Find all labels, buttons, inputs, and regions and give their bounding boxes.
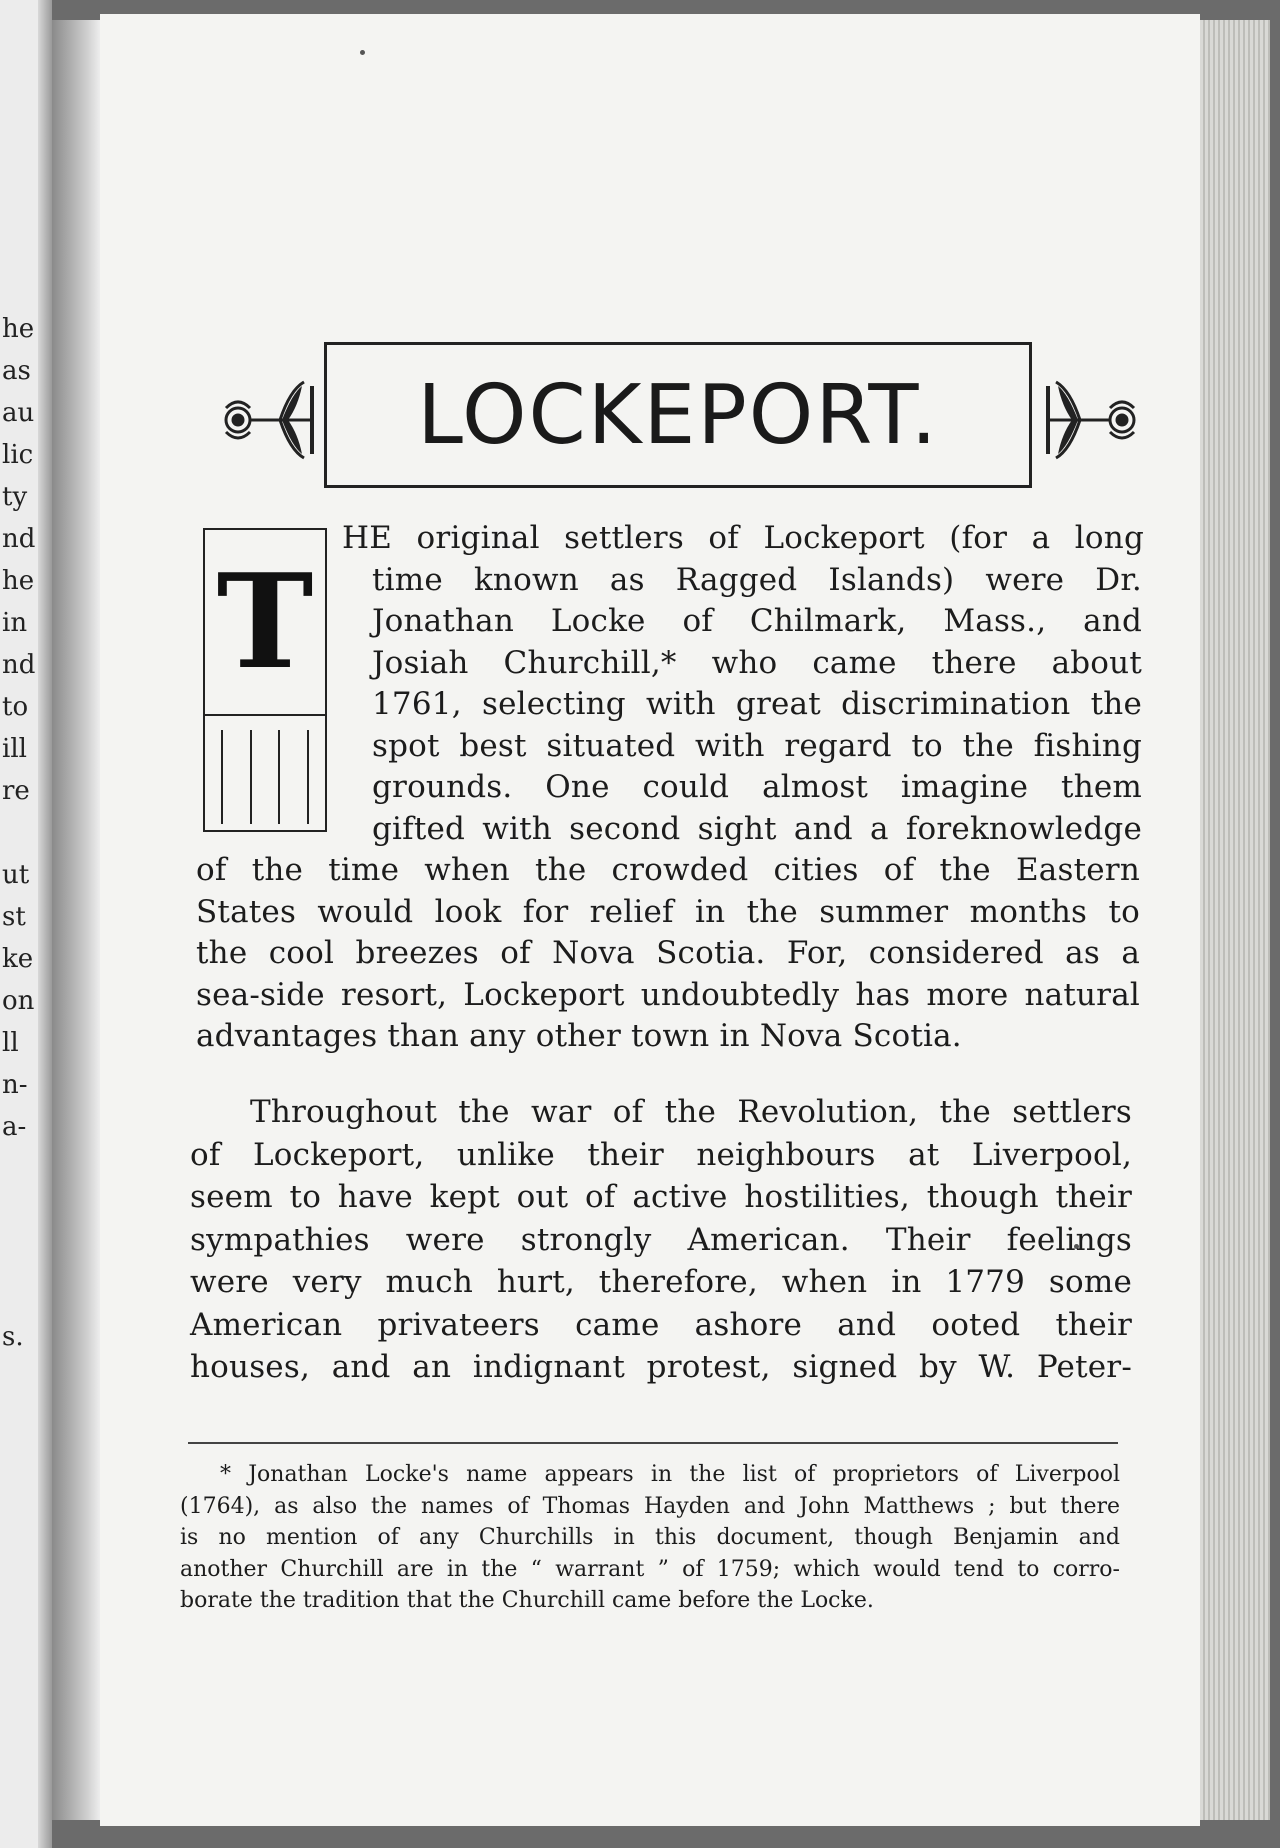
facing-page-fragment: he [2,566,35,596]
facing-page-fragment: to [2,692,29,722]
paragraph-1-line: advantages than any other town in Nova Scotia. [196,1018,962,1054]
facing-page-fragment: in [2,608,28,638]
drop-cap-letter: T [216,545,314,698]
facing-page [0,0,52,1848]
facing-page-fragment: s. [2,1322,24,1352]
paragraph-2-line: houses, and an indignant protest, signed by W. Peter- [190,1349,1132,1385]
paragraph-1-line: 1761, selecting with great discrimination the [372,686,1142,722]
facing-page-fragment: nd [2,650,36,680]
facing-page-fragment: ll [2,1028,19,1058]
facing-page-fragment: as [2,356,31,386]
facing-page-fragment: a- [2,1112,27,1142]
paragraph-1-line: of the time when the crowded cities of the Eastern [196,852,1140,888]
facing-page-fragment: ill [2,734,27,764]
footnote-line: (1764), as also the names of Thomas Hayden and John Matthews ; but there [180,1493,1120,1519]
paragraph-1-line: sea-side resort, Lockeport undoubtedly has more natural [196,976,1140,1013]
paragraph-2-line: seem to have kept out of active hostilities, though their [190,1179,1132,1215]
paragraph-1-line: Josiah Churchill,* who came there about [372,644,1142,681]
facing-page-fragment: st [2,902,26,932]
title-box [324,342,1032,488]
paragraph-1-line: the cool breezes of Nova Scotia. For, considered as a [196,935,1140,971]
facing-page-fragment: re [2,776,30,806]
paragraph-2-line: of Lockeport, unlike their neighbours at Liverpool, [190,1136,1132,1173]
facing-page-fragment: on [2,986,35,1016]
footnote-line: is no mention of any Churchills in this document, though Benjamin and [180,1525,1120,1550]
footnote-line: borate the tradition that the Churchill came before the Locke. [180,1588,874,1613]
paragraph-1-line: States would look for relief in the summer months to [196,893,1140,930]
facing-page-fragment: he [2,314,35,344]
page-edge-stack [1190,20,1270,1820]
page-title: LOCKEPORT. [417,367,939,463]
paragraph-1-line: spot best situated with regard to the fishing [372,727,1142,764]
facing-page-gutter [38,0,52,1848]
fleuron-ornament-right-icon [1044,380,1140,460]
paragraph-1-line: gifted with second sight and a foreknowledge [372,810,1142,847]
paragraph-1-line: HE original settlers of Lockeport (for a long [342,520,1144,556]
paragraph-1-line: time known as Ragged Islands) were Dr. [372,561,1142,598]
drop-cap [203,528,327,832]
footnote-line: another Churchill are in the “ warrant ” of 1759; which would tend to corro- [180,1556,1120,1582]
binding-shadow [52,20,102,1820]
facing-page-fragment: ty [2,482,28,512]
facing-page-fragment: ke [2,944,34,974]
footnote-line: * Jonathan Locke's name appears in the list of proprietors of Liverpool [220,1462,1120,1487]
paragraph-2-line: American privateers came ashore and ooted their [190,1306,1132,1343]
book-page [100,14,1200,1826]
facing-page-fragment: n- [2,1070,28,1100]
fleuron-ornament-left-icon [220,380,316,460]
paragraph-1-line: Jonathan Locke of Chilmark, Mass., and [372,603,1142,639]
page-speck [360,50,365,55]
footnote-rule [188,1442,1118,1444]
facing-page-fragment: ut [2,860,30,890]
paragraph-2-line: were very much hurt, therefore, when in 1779 some [190,1264,1132,1300]
paragraph-2-line: sympathies were strongly American. Their feelings [190,1221,1132,1258]
paragraph-2-line: Throughout the war of the Revolution, the settlers [250,1094,1132,1130]
facing-page-fragment: lic [2,440,34,470]
paragraph-1-line: grounds. One could almost imagine them [372,769,1142,805]
title-banner [220,342,1140,492]
facing-page-fragment: au [2,398,35,428]
drop-cap-bars [221,730,309,824]
facing-page-fragment: nd [2,524,36,554]
